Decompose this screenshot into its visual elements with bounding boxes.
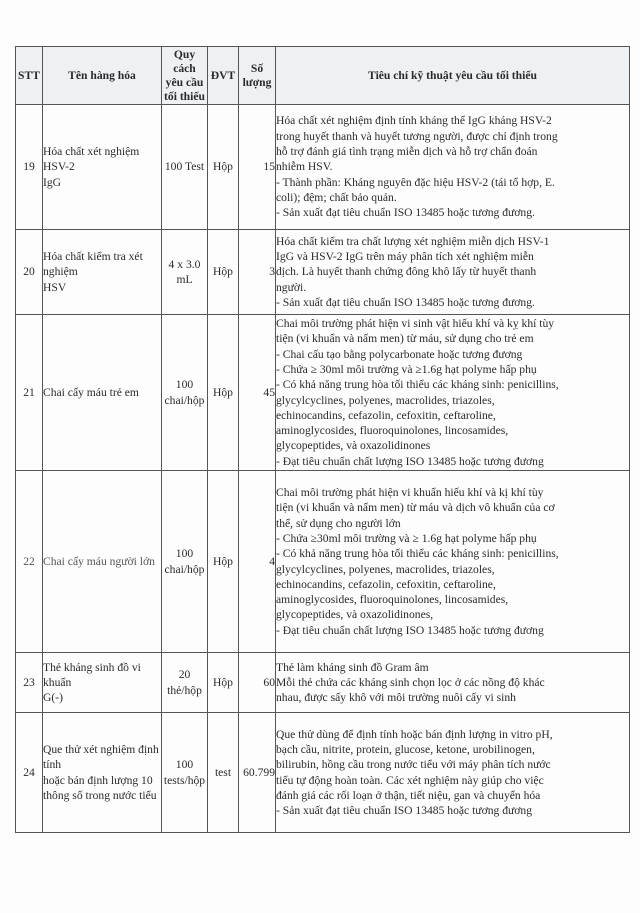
item-name-line: hoặc bán định lượng 10 — [43, 773, 153, 787]
cell-requirements — [276, 230, 630, 315]
header-stt: STT — [16, 47, 43, 105]
cell-requirements — [276, 105, 630, 230]
requirement-line: dịch. Là huyết thanh chứng đông khô lấy từ huyết thanh — [276, 265, 537, 279]
requirement-line: Hóa chất xét nghiệm định tính kháng thể IgG kháng HSV-2 — [276, 114, 552, 128]
requirement-line: - Chai cấu tạo bằng polycarbonate hoặc tương đương — [276, 347, 523, 361]
requirement-line: aminoglycosides, fluoroquinolones, lincosamides, — [276, 593, 509, 607]
cell-spec — [162, 315, 208, 471]
requirement-line: - Sản xuất đạt tiêu chuẩn ISO 13485 hoặc tương đương. — [276, 206, 535, 220]
requirement-line: - Có khả năng trung hòa tối thiểu các kháng sinh: penicillins, — [276, 378, 559, 392]
cell-quantity: 60.799 — [239, 713, 276, 833]
cell-unit: test — [208, 713, 239, 833]
cell-quantity: 15 — [239, 105, 276, 230]
requirement-line: nhiễm HSV. — [276, 160, 333, 174]
requirement-line: echinocandins, cefazolin, cefoxitin, ceftaroline, — [276, 577, 496, 591]
requirement-line: hỗ trợ đánh giá tình trạng miễn dịch và hỗ trợ chẩn đoán — [276, 145, 538, 159]
requirement-line: Thẻ làm kháng sinh đồ Gram âm — [276, 660, 429, 674]
cell-stt: 19 — [16, 105, 43, 230]
cell-stt: 24 — [16, 713, 43, 833]
cell-stt: 20 — [16, 230, 43, 315]
header-qty — [239, 47, 276, 105]
cell-item-name — [43, 105, 162, 230]
cell-requirements — [276, 713, 630, 833]
cell-item-name — [43, 471, 162, 653]
table-body — [16, 105, 630, 833]
cell-item-name — [43, 713, 162, 833]
item-name-line: Hóa chất kiểm tra xét nghiệm — [43, 250, 143, 279]
requirement-line: Hóa chất kiểm tra chất lượng xét nghiệm miễn dịch HSV-1 — [276, 234, 550, 248]
cell-unit: Hộp — [208, 105, 239, 230]
spec-line: 20 thẻ/hộp — [167, 668, 202, 697]
requirement-line: - Sản xuất đạt tiêu chuẩn ISO 13485 hoặc tương đương — [276, 804, 533, 818]
requirement-line: Que thử dùng để định tính hoặc bán định lượng in vitro pH, — [276, 727, 553, 741]
requirement-line: glycopeptides, và oxazolidinones — [276, 439, 431, 453]
header-qty-line: lượng — [242, 75, 272, 89]
item-name-line: Hóa chất xét nghiệm HSV-2 — [43, 145, 140, 174]
item-name-line: Thẻ kháng sinh đồ vi khuẩn — [43, 660, 141, 689]
spec-line: chai/hộp — [164, 393, 205, 407]
requirement-line: coli); đệm; chất bảo quản. — [276, 190, 397, 204]
spec-line: 100 — [175, 547, 194, 561]
requirement-line: IgG và HSV-2 IgG trên máy phân tích xét nghiệm miễn — [276, 250, 534, 264]
requirement-line: glycylcyclines, polyenes, macrolides, triazoles, — [276, 393, 495, 407]
spec-line: 100 — [175, 758, 194, 772]
cell-spec — [162, 713, 208, 833]
header-qty-line: Số — [250, 61, 264, 75]
requirement-line: echinocandins, cefazolin, cefoxitin, ceftaroline, — [276, 408, 496, 422]
header-requirements: Tiêu chí kỹ thuật yêu cầu tối thiểu — [276, 47, 630, 105]
item-name-line: Chai cấy máu người lớn — [43, 554, 155, 568]
item-name-line: Chai cấy máu trẻ em — [43, 385, 139, 399]
cell-unit: Hộp — [208, 471, 239, 653]
cell-spec — [162, 105, 208, 230]
requirement-line: Chai môi trường phát hiện vi khuẩn hiếu khí và kị khí tùy — [276, 486, 544, 500]
table-row — [16, 315, 630, 471]
cell-quantity: 60 — [239, 653, 276, 713]
table-row — [16, 653, 630, 713]
requirement-line: bilirubin, hồng cầu trong nước tiểu với máy phân tích nước — [276, 758, 551, 772]
cell-spec — [162, 230, 208, 315]
cell-unit: Hộp — [208, 653, 239, 713]
requirement-line: - Đạt tiêu chuẩn chất lượng ISO 13485 hoặc tương đương — [276, 623, 544, 637]
requirement-line: tiện (vi khuẩn và nấm men) từ máu và dịch vô khuẩn của cơ — [276, 501, 555, 515]
spec-line: 100 — [175, 378, 194, 392]
spec-line: 4 x 3.0 mL — [168, 257, 201, 286]
cell-stt: 22 — [16, 471, 43, 653]
cell-requirements — [276, 653, 630, 713]
spec-line: tests/hộp — [163, 773, 206, 787]
cell-unit: Hộp — [208, 230, 239, 315]
requirement-line: nhau, được sấy khô với môi trường nuôi cấy vi sinh — [276, 691, 516, 705]
requirement-line: tiểu tự động hoàn toàn. Các xét nghiệm này giúp cho việc — [276, 773, 544, 787]
requirement-line: glycopeptides, và oxazolidinones, — [276, 608, 434, 622]
table-row — [16, 230, 630, 315]
requirement-line: Mỗi thẻ chứa các kháng sinh chọn lọc ở các nồng độ khác — [276, 675, 545, 689]
header-spec-line: tối thiểu — [164, 89, 205, 103]
table-row — [16, 105, 630, 230]
item-name-line: IgG — [43, 175, 62, 189]
cell-item-name — [43, 230, 162, 315]
requirement-line: - Đạt tiêu chuẩn chất lượng ISO 13485 hoặc tương đương — [276, 454, 544, 468]
cell-quantity: 45 — [239, 315, 276, 471]
header-spec — [162, 47, 208, 105]
table-row — [16, 713, 630, 833]
cell-requirements — [276, 471, 630, 653]
requirement-line: - Sản xuất đạt tiêu chuẩn ISO 13485 hoặc tương đương. — [276, 295, 535, 309]
requirement-line: trong huyết thanh và huyết tương người, được chỉ định trong — [276, 129, 558, 143]
header-name: Tên hàng hóa — [43, 47, 162, 105]
requirement-line: thể, sử dụng cho người lớn — [276, 516, 401, 530]
specification-table — [15, 46, 630, 833]
item-name-line: thông số trong nước tiểu — [43, 788, 157, 802]
spec-line: 100 Test — [164, 160, 205, 174]
cell-quantity: 4 — [239, 471, 276, 653]
spec-line: chai/hộp — [164, 562, 205, 576]
requirement-line: - Chứa ≥ 30ml môi trường và ≥1.6g hạt polyme hấp phụ — [276, 362, 537, 376]
cell-item-name — [43, 315, 162, 471]
requirement-line: người. — [276, 280, 307, 294]
cell-stt: 23 — [16, 653, 43, 713]
item-name-line: G(-) — [43, 691, 63, 705]
requirement-line: aminoglycosides, fluoroquinolones, lincosamides, — [276, 424, 509, 438]
cell-quantity: 3 — [239, 230, 276, 315]
requirement-line: - Chứa ≥30ml môi trường và ≥ 1.6g hạt polyme hấp phụ — [276, 531, 537, 545]
cell-unit: Hộp — [208, 315, 239, 471]
header-spec-line: Quy cách — [173, 47, 196, 75]
requirement-line: tiện (vi khuẩn và nấm men) từ máu, sử dụng cho trẻ em — [276, 332, 534, 346]
cell-spec — [162, 471, 208, 653]
requirement-line: glycylcyclines, polyenes, macrolides, triazoles, — [276, 562, 495, 576]
header-unit: ĐVT — [208, 47, 239, 105]
header-row — [16, 47, 630, 105]
requirement-line: - Thành phần: Kháng nguyên đặc hiệu HSV-2 (tái tổ hợp, E. — [276, 175, 555, 189]
header-spec-line: yêu cầu — [165, 75, 204, 89]
item-name-line: Que thử xét nghiệm định tính — [43, 742, 159, 772]
cell-requirements — [276, 315, 630, 471]
requirement-line: Chai môi trường phát hiện vi sinh vật hiếu khí và kỵ khí tùy — [276, 317, 555, 331]
table-row — [16, 471, 630, 653]
cell-stt: 21 — [16, 315, 43, 471]
requirement-line: bạch cầu, nitrite, protein, glucose, ketone, urobilinogen, — [276, 742, 535, 756]
item-name-line: HSV — [43, 280, 67, 294]
requirement-line: - Có khả năng trung hòa tối thiểu các kháng sinh: penicillins, — [276, 547, 559, 561]
cell-spec — [162, 653, 208, 713]
cell-item-name — [43, 653, 162, 713]
requirement-line: đánh giá các rối loạn ở thận, tiết niệu, gan và chuyển hóa — [276, 788, 541, 802]
